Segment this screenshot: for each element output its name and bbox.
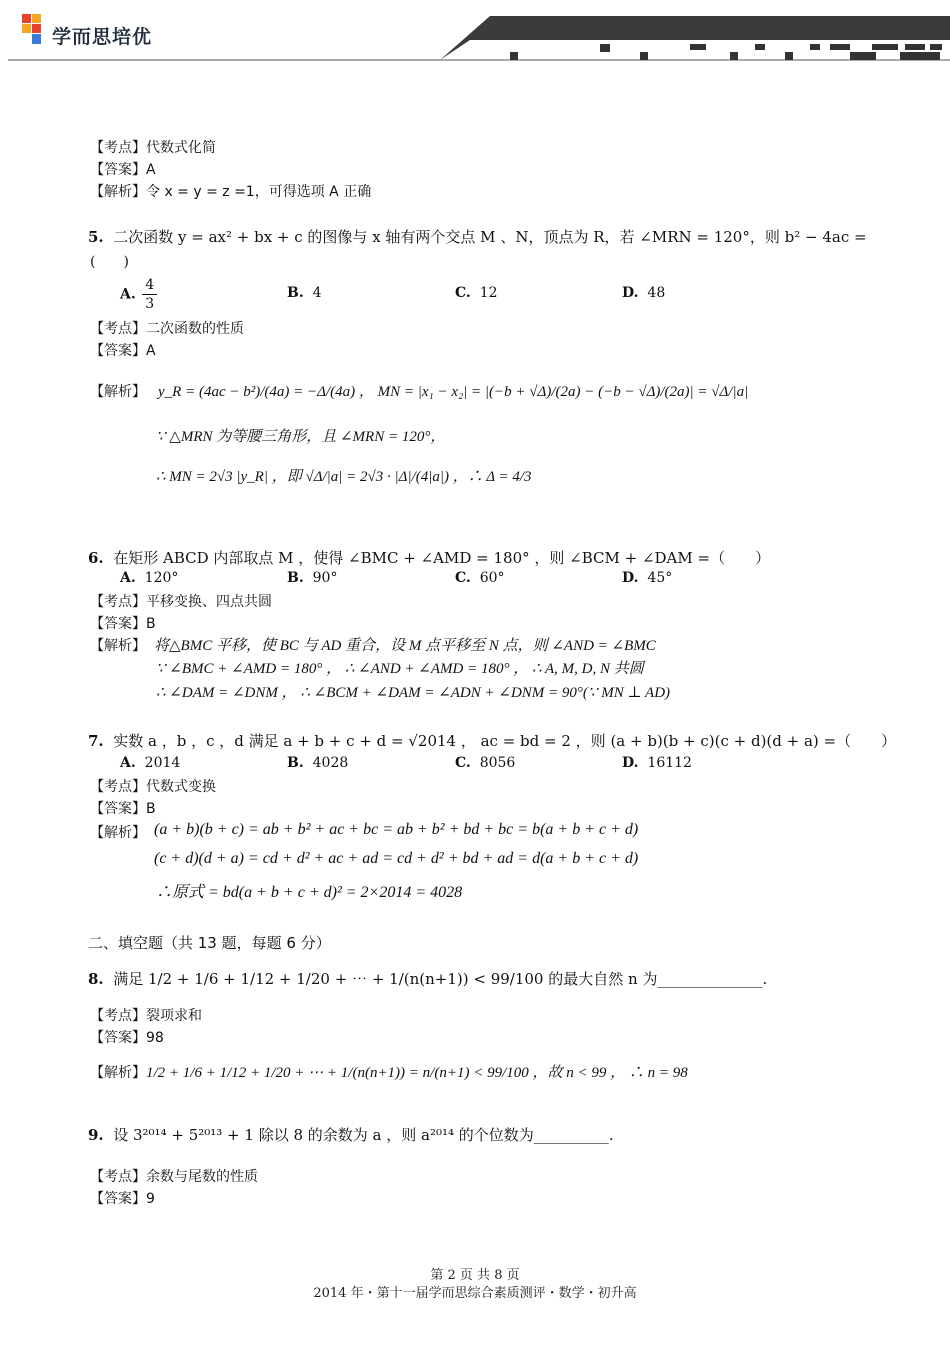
q6-stem: 6. 在矩形 ABCD 内部取点 M ，使得 ∠BMC + ∠AMD = 180° ，则 ∠BCM + ∠DAM =（ ） [88,549,771,567]
q6-jiexi-line3: ∴ ∠DAM = ∠DNM ， ∴ ∠BCM + ∠DAM = ∠ADN + ∠DNM = 90°(∵ MN ⊥ AD) [156,685,671,701]
q4-jiexi: 【解析】令 x = y = z =1，可得选项 A 正确 [90,184,372,200]
q5-paren: ( ) [90,254,129,270]
q4-kaodian: 【考点】代数式化简 [90,140,216,156]
q8-stem: 8. 满足 1/2 + 1/6 + 1/12 + 1/20 + ⋯ + 1/(n(n+1)) < 99/100 的最大自然 n 为______________. [88,970,768,988]
q7-option-b: B. 4028 [287,755,349,771]
q9-kaodian: 【考点】余数与尾数的性质 [90,1169,258,1185]
q5-daan: 【答案】A [90,343,156,359]
q8-daan: 【答案】98 [90,1030,164,1046]
brand-name: 学而思培优 [52,26,153,48]
q5-jiexi-line2: ∵ △MRN 为等腰三角形，且 ∠MRN = 120°， [156,429,446,445]
q5-kaodian: 【考点】二次函数的性质 [90,321,244,337]
q5-option-b: B. 4 [287,285,322,301]
q5-stem: 5. 二次函数 y = ax² + bx + c 的图像与 x 轴有两个交点 M 、N，顶点为 R，若 ∠MRN = 120°，则 b² − 4ac = [88,228,867,246]
footer-subtitle: 2014 年・第十一届学而思综合素质测评・数学・初升高 [313,1286,637,1301]
q7-option-a: A. 2014 [120,755,181,771]
q6-option-a: A. 120° [120,570,179,586]
q6-option-b: B. 90° [287,570,338,586]
q7-jiexi-line1: (a + b)(b + c) = ab + b² + ac + bc = ab + b² + bd + bc = b(a + b + c + d) [154,821,639,838]
q5-option-c: C. 12 [455,285,498,301]
q7-jiexi-line2: (c + d)(d + a) = cd + d² + ac + ad = cd + d² + bd + ad = d(a + b + c + d) [154,850,639,867]
q9-daan: 【答案】9 [90,1191,155,1207]
q6-daan: 【答案】B [90,616,156,632]
q7-stem: 7. 实数 a ，b ，c ，d 满足 a + b + c + d = √2014 ， ac = bd = 2 ，则 (a + b)(b + c)(c + d)(d + a) =（ ） [88,732,897,750]
q6-jiexi-label: 【解析】 [90,638,146,654]
q7-jiexi-label: 【解析】 [90,825,146,841]
q5-jiexi-line1: y_R = (4ac − b²)/(4a) = −Δ/(4a) ， MN = |x₁ − x₂| = |(−b + √Δ)/(2a) − (−b − √Δ)/(2a)| = √Δ/|a| [158,384,749,400]
q5-jiexi-line3: ∴ MN = 2√3 |y_R| ，即 √Δ/|a| = 2√3 · |Δ|/(4|a|) ，∴ Δ = 4/3 [156,469,532,485]
header-banner-graphic [0,0,950,70]
q6-jiexi-line2: ∵ ∠BMC + ∠AMD = 180° ， ∴ ∠AND + ∠AMD = 180° ， ∴ A, M, D, N 共圆 [156,661,644,677]
q7-option-c: C. 8056 [455,755,516,771]
q8-jiexi: 【解析】1/2 + 1/6 + 1/12 + 1/20 + ⋯ + 1/(n(n+1)) = n/(n+1) < 99/100 ，故 n < 99 ， ∴ n = 98 [90,1065,688,1081]
section2-title: 二、填空题（共 13 题，每题 6 分） [88,934,331,952]
q5-jiexi-label: 【解析】 [90,384,146,400]
q7-jiexi-line3: ∴原式 = bd(a + b + c + d)² = 2×2014 = 4028 [156,884,463,901]
q7-daan: 【答案】B [90,801,156,817]
q6-option-c: C. 60° [455,570,505,586]
q7-option-d: D. 16112 [622,755,692,771]
q4-daan: 【答案】A [90,162,156,178]
q9-stem: 9. 设 3²⁰¹⁴ + 5²⁰¹³ + 1 除以 8 的余数为 a ，则 a²⁰¹⁴ 的个位数为__________. [88,1126,614,1144]
q8-kaodian: 【考点】裂项求和 [90,1008,202,1024]
q7-kaodian: 【考点】代数式变换 [90,779,216,795]
q6-jiexi-line1: 将△BMC 平移，使 BC 与 AD 重合，设 M 点平移至 N 点，则 ∠AND = ∠BMC [154,638,656,654]
q5-option-d: D. 48 [622,285,666,301]
q6-kaodian: 【考点】平移变换、四点共圆 [90,594,272,610]
q6-option-d: D. 45° [622,570,673,586]
page-number: 第 2 页 共 8 页 [430,1268,520,1283]
q5-option-a: A. $\frac{4}{3}$ [120,276,159,313]
